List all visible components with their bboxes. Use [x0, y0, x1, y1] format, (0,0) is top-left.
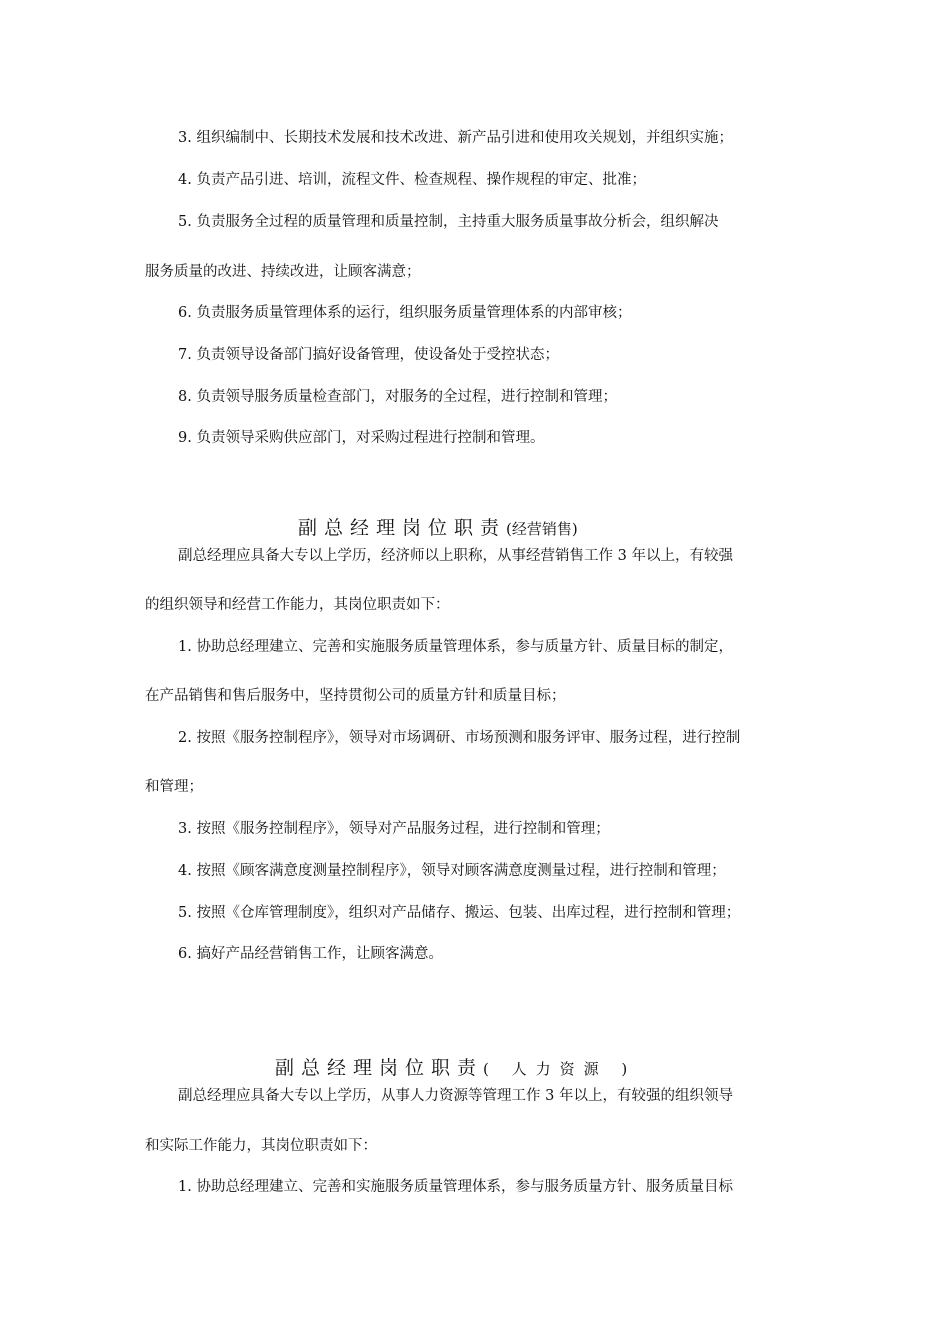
section-title-subtitle: (经营销售) — [506, 520, 578, 538]
hr-intro-line-1: 副总经理应具备大专以上学历，从事人力资源等管理工作 3 年以上，有较强的组织领导 — [178, 1088, 733, 1104]
section-title-sales — [298, 516, 578, 541]
duty-item-5-continued: 服务质量的改进、持续改进，让顾客满意； — [145, 264, 421, 280]
sales-item-3: 3. 按照《服务控制程序》，领导对产品服务过程，进行控制和管理； — [178, 821, 610, 837]
intro-line-2: 的组织领导和经营工作能力，其岗位职责如下： — [145, 597, 450, 613]
section-title-text: 副总经理岗位职责 — [275, 1057, 484, 1079]
sales-item-2-continued: 和管理； — [145, 779, 203, 795]
sales-item-1-continued: 在产品销售和售后服务中，坚持贯彻公司的质量方针和质量目标； — [145, 688, 566, 704]
section-title-hr — [275, 1056, 636, 1081]
section-title-text: 副总经理岗位职责 — [298, 517, 507, 539]
sales-item-5: 5. 按照《仓库管理制度》，组织对产品储存、搬运、包装、出库过程，进行控制和管理； — [178, 905, 741, 921]
duty-item-9: 9. 负责领导采购供应部门，对采购过程进行控制和管理。 — [178, 430, 545, 446]
section-title-subtitle: ( 人力资源 ) — [483, 1060, 637, 1078]
sales-item-1: 1. 协助总经理建立、完善和实施服务质量管理体系，参与质量方针、质量目标的制定， — [178, 639, 733, 655]
sales-item-4: 4. 按照《顾客满意度测量控制程序》，领导对顾客满意度测量过程，进行控制和管理； — [178, 863, 726, 879]
duty-item-7: 7. 负责领导设备部门搞好设备管理，使设备处于受控状态； — [178, 347, 559, 363]
duty-item-6: 6. 负责服务质量管理体系的运行，组织服务质量管理体系的内部审核； — [178, 305, 632, 321]
sales-item-2: 2. 按照《服务控制程序》，领导对市场调研、市场预测和服务评审、服务过程，进行控制 — [178, 730, 741, 746]
duty-item-4: 4. 负责产品引进、培训，流程文件、检查规程、操作规程的审定、批准； — [178, 172, 646, 188]
duty-item-8: 8. 负责领导服务质量检查部门，对服务的全过程，进行控制和管理； — [178, 389, 617, 405]
hr-item-1: 1. 协助总经理建立、完善和实施服务质量管理体系，参与服务质量方针、服务质量目标 — [178, 1179, 733, 1195]
intro-line-1: 副总经理应具备大专以上学历，经济师以上职称，从事经营销售工作 3 年以上，有较强 — [178, 548, 733, 564]
duty-item-3: 3. 组织编制中、长期技术发展和技术改进、新产品引进和使用攻关规划，并组织实施； — [178, 130, 733, 146]
sales-item-6: 6. 搞好产品经营销售工作，让顾客满意。 — [178, 946, 443, 962]
hr-intro-line-2: 和实际工作能力，其岗位职责如下： — [145, 1138, 377, 1154]
duty-item-5: 5. 负责服务全过程的质量管理和质量控制，主持重大服务质量事故分析会，组织解决 — [178, 214, 719, 230]
